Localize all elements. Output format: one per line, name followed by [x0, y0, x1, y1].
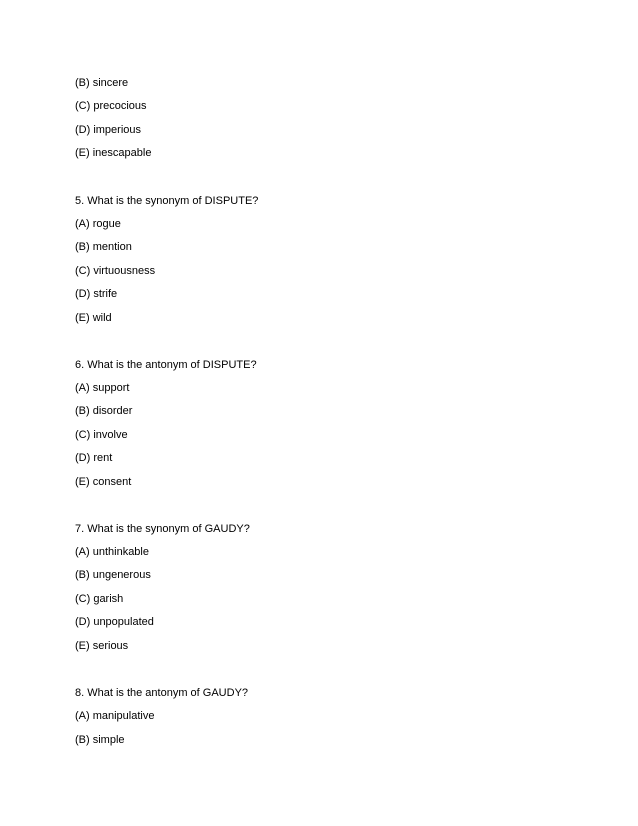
q5-option-d: (D) strife [75, 288, 118, 300]
q7-option-d: (D) unpopulated [75, 616, 154, 628]
q6-option-e: (E) consent [75, 476, 132, 488]
q8-option-b: (B) simple [75, 734, 125, 746]
option-c-precocious: (C) precocious [75, 100, 147, 112]
option-b-sincere: (B) sincere [75, 77, 129, 89]
q7-option-a: (A) unthinkable [75, 546, 149, 558]
question-8: 8. What is the antonym of GAUDY? [75, 687, 249, 699]
q6-option-c: (C) involve [75, 429, 128, 441]
option-e-inescapable: (E) inescapable [75, 147, 152, 159]
q5-option-b: (B) mention [75, 241, 132, 253]
q7-option-e: (E) serious [75, 640, 129, 652]
q6-option-a: (A) support [75, 382, 130, 394]
q7-option-c: (C) garish [75, 593, 124, 605]
q5-option-e: (E) wild [75, 312, 112, 324]
q6-option-b: (B) disorder [75, 405, 133, 417]
option-d-imperious: (D) imperious [75, 124, 142, 136]
question-5: 5. What is the synonym of DISPUTE? [75, 195, 259, 207]
question-7: 7. What is the synonym of GAUDY? [75, 523, 250, 535]
q6-option-d: (D) rent [75, 452, 113, 464]
q5-option-c: (C) virtuousness [75, 265, 156, 277]
q7-option-b: (B) ungenerous [75, 569, 151, 581]
q5-option-a: (A) rogue [75, 218, 121, 230]
question-6: 6. What is the antonym of DISPUTE? [75, 359, 257, 371]
q8-option-a: (A) manipulative [75, 710, 155, 722]
